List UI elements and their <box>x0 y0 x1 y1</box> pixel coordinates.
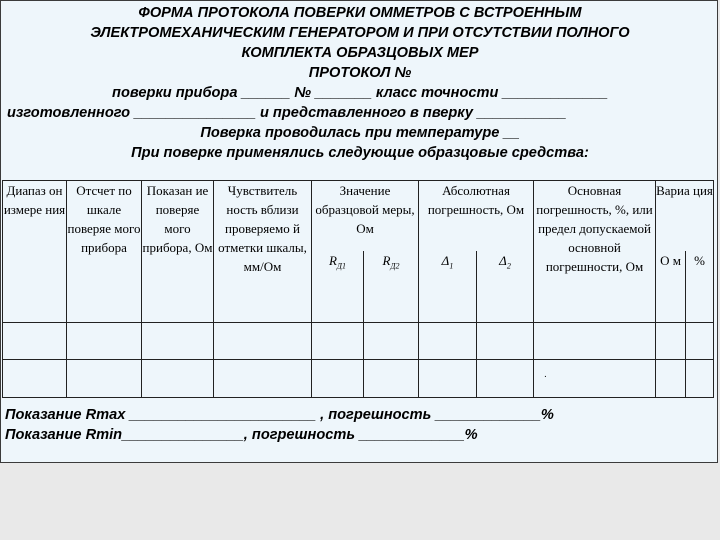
device-info-line: поверки прибора ______ № _______ класс точности _____________ <box>112 85 608 101</box>
table-cell[interactable] <box>419 360 477 398</box>
table-cell[interactable] <box>656 323 686 360</box>
variation-percent-subheader: % <box>686 251 714 323</box>
table-cell[interactable] <box>312 323 364 360</box>
form-title-line-2: ЭЛЕКТРОМЕХАНИЧЕСКИМ ГЕНЕРАТОРОМ И ПРИ ОТСУТСТВИИ ПОЛНОГО <box>90 25 630 41</box>
col-range-header: Диапаз он измере ния <box>3 181 67 323</box>
col-variation-header: Вариа ция <box>656 181 714 251</box>
stray-dot-mark: . <box>544 369 547 380</box>
delta2-subheader: $\Delta_2$ <box>477 251 534 323</box>
table-cell[interactable] <box>477 323 534 360</box>
table-cell[interactable] <box>142 360 214 398</box>
standards-line: При поверке применялись следующие образцовые средства: <box>131 145 589 161</box>
table-cell[interactable] <box>214 360 312 398</box>
col-standard-value-header: Значение образцовой меры, Ом <box>312 181 419 251</box>
protocol-header <box>1 3 719 163</box>
table-cell[interactable] <box>67 360 142 398</box>
variation-ohm-subheader: О м <box>656 251 686 323</box>
rd2-subheader: $R_{Д2}$ <box>364 251 419 323</box>
table-row <box>3 360 714 398</box>
table-cell[interactable] <box>419 323 477 360</box>
table-cell[interactable] <box>312 360 364 398</box>
protocol-number-line: ПРОТОКОЛ № <box>308 65 412 81</box>
table-cell[interactable] <box>3 323 67 360</box>
rmin-reading-line: Показание Rmin_______________, погрешность _____________% <box>5 427 478 443</box>
table-cell[interactable] <box>686 323 714 360</box>
table-cell[interactable] <box>364 323 419 360</box>
delta1-subheader: $\Delta_1$ <box>419 251 477 323</box>
table-cell[interactable] <box>477 360 534 398</box>
table-row <box>3 323 714 360</box>
col-sensitivity-header: Чувствитель ность вблизи проверяемо й отметки шкалы, мм/Ом <box>214 181 312 323</box>
col-absolute-error-header: Абсолютная погрешность, Ом <box>419 181 534 251</box>
col-basic-error-header: Основная погрешность, %, или предел допускаемой основной погрешности, Ом <box>534 181 656 323</box>
temperature-line: Поверка проводилась при температуре __ <box>200 125 520 141</box>
table-cell[interactable] <box>686 360 714 398</box>
manufacturer-line: изготовленного _______________ и представленного в пверку ___________ <box>7 105 567 121</box>
table-cell[interactable] <box>534 323 656 360</box>
rd1-subheader: $R_{Д1}$ <box>312 251 364 323</box>
protocol-table <box>2 180 714 398</box>
col-scale-reading-header: Отсчет по шкале поверяе мого прибора <box>67 181 142 323</box>
form-title-line-3: КОМПЛЕКТА ОБРАЗЦОВЫХ МЕР <box>241 45 479 61</box>
table-cell[interactable] <box>214 323 312 360</box>
table-cell[interactable] <box>364 360 419 398</box>
protocol-footer <box>5 405 717 445</box>
col-indication-header: Показан ие поверяе мого прибора, Ом <box>142 181 214 323</box>
table-cell[interactable] <box>656 360 686 398</box>
table-cell[interactable] <box>534 360 656 398</box>
table-cell[interactable] <box>3 360 67 398</box>
table-cell[interactable] <box>142 323 214 360</box>
rmax-reading-line: Показание Rmax _______________________ , погрешность _____________% <box>5 407 554 423</box>
form-title-line-1: ФОРМА ПРОТОКОЛА ПОВЕРКИ ОММЕТРОВ С ВСТРОЕННЫМ <box>138 5 582 21</box>
table-cell[interactable] <box>67 323 142 360</box>
